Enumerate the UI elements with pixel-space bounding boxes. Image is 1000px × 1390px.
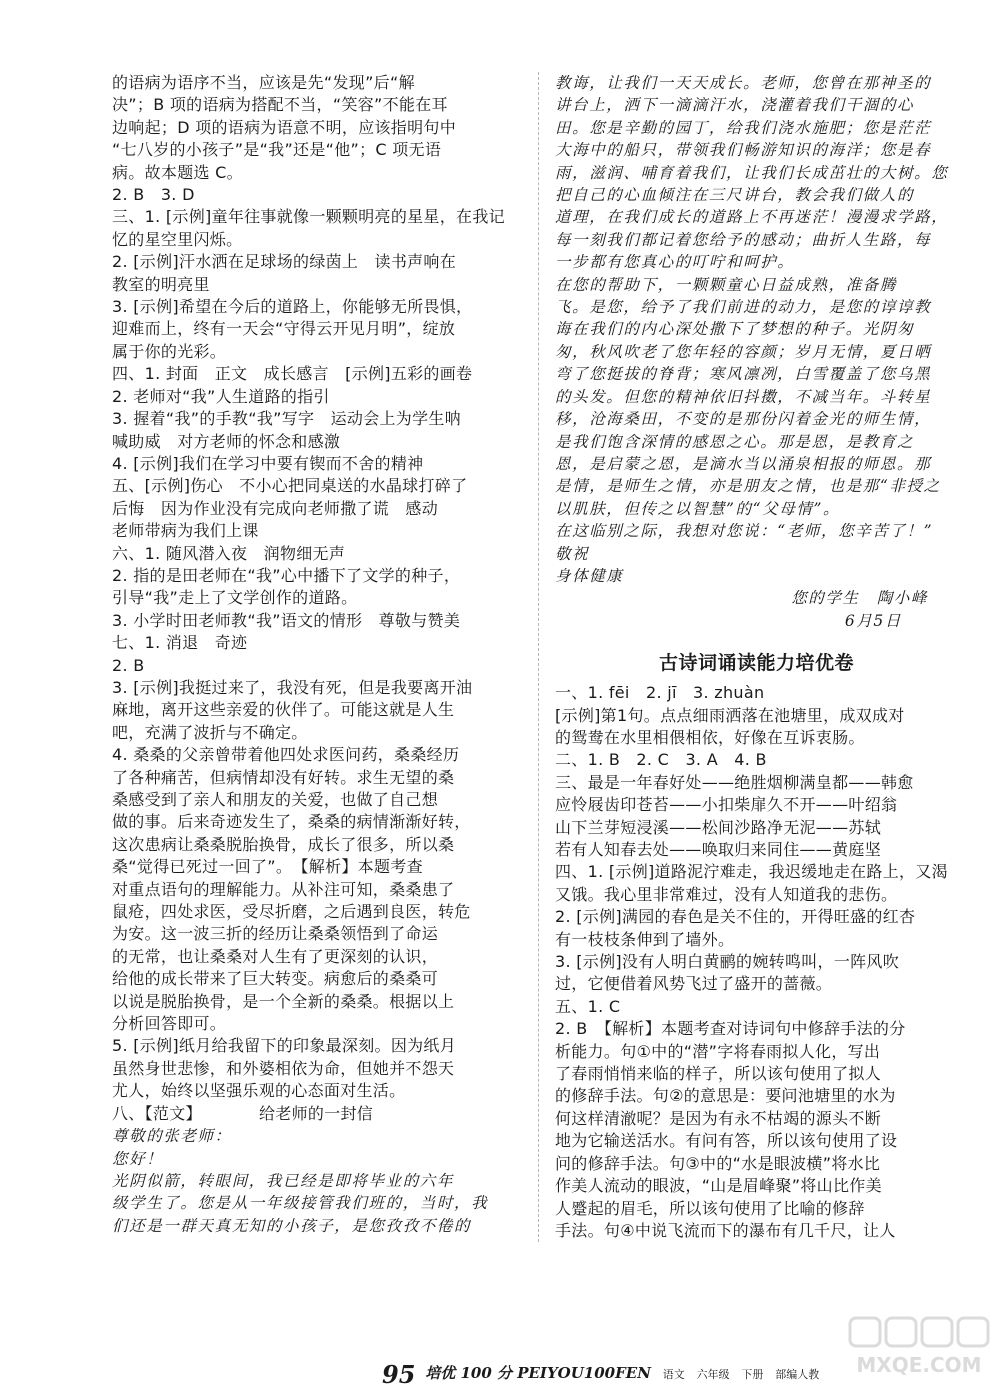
letter-line: 是情，是师生之情，亦是朋友之情，也是那“非授之	[555, 477, 941, 496]
letter-line: 在这临别之际，我想对您说：“老师，您辛苦了！”	[555, 522, 934, 541]
answer-line: 3. [示例]我挺过来了，我没有死，但是我要离开油	[112, 677, 473, 697]
answer-line: 对重点语句的理解能力。从补注可知，桑桑患了	[112, 879, 455, 899]
letter-line: 匆，秋风吹老了您年轻的容颜；岁月无情，夏日晒	[555, 342, 932, 361]
letter-line: 道理，在我们成长的道路上不再迷茫！漫漫求学路，	[555, 208, 949, 227]
answer-line: 做的事。后来奇迹发生了，桑桑的病情渐渐好转，	[112, 812, 471, 832]
letter-line: 在您的帮助下，一颗颗童心日益成熟，准备腾	[555, 275, 898, 294]
answer-line: 的无常，也让桑桑对人生有了更深刻的认识，	[112, 946, 439, 966]
answer-line: 八、【范文】 给老师的一封信	[112, 1103, 374, 1123]
answer-line: 桑“觉得已死过一回了”。 【解析】本题考查	[112, 857, 423, 877]
answer-line: 的语病为语序不当，应该是先“发现”后“解	[112, 73, 415, 92]
answer-line: 后悔 因为作业没有完成向老师撒了谎 感动	[112, 498, 439, 518]
answer-line: 六、1. 随风潜入夜 润物细无声	[112, 543, 346, 563]
letter-line: 把自己的心血倾注在三尺讲台，教会我们做人的	[555, 186, 915, 205]
answer-line: 应怜屐齿印苍苔——小扣柴扉久不开——叶绍翁	[555, 795, 898, 815]
answer-line: 过，它便借着风势飞过了盛开的蔷薇。	[555, 974, 833, 994]
answer-line: 4. 桑桑的父亲曾带着他四处求医问药，桑桑经历	[112, 745, 460, 765]
letter-line: 身体健康	[555, 566, 624, 585]
letter-line: 您好！	[112, 1149, 164, 1168]
answer-line: 3. 小学时田老师教“我”语文的情形 尊敬与赞美	[112, 610, 461, 630]
letter-line: 以肌肤，但传之以智慧”的“父母情”。	[555, 499, 841, 518]
brand-name: 培优 100 分 PEIYOU100FEN	[425, 1364, 651, 1382]
answer-line: 这次患病让桑桑脱胎换骨，成长了很多，所以桑	[112, 834, 455, 854]
answer-line: 2. B 3. D	[112, 185, 195, 205]
letter-line: 恩，是启蒙之恩，是滴水当以涌泉相报的师恩。那	[555, 454, 932, 473]
letter-line: 移，沧海桑田，不变的是那份闪着金光的师生情，	[555, 410, 932, 429]
answer-line: 属于你的光彩。	[112, 341, 227, 361]
letter-line: 弯了您挺拔的脊背；寒风凛冽，白雪覆盖了您乌黑	[555, 365, 932, 384]
footer-subject: 语文	[662, 1368, 685, 1381]
letter-line: 雨，滋润、哺育着我们，让我们长成茁壮的大树。您	[555, 163, 949, 182]
answer-line: 的鸳鸯在水里相偎相依，好像在互诉衷肠。	[555, 727, 865, 747]
letter-line: 讲台上，洒下一滴滴汗水，浇灌着我们干涸的心	[555, 96, 915, 115]
answer-line: 又饿。我心里非常难过，没有人知道我的悲伤。	[555, 884, 898, 904]
answer-line: 引导“我”走上了文学创作的道路。	[112, 588, 358, 608]
answer-line: 桑感受到了亲人和朋友的关爱，也做了自己想	[112, 790, 439, 809]
letter-signature: 您的学生 陶小峰	[791, 589, 928, 608]
answer-line: 的修辞手法。句②的意思是：要问池塘里的水为	[555, 1086, 896, 1106]
watermark-logo-icon	[844, 1314, 994, 1384]
answer-line: 一、1. fēi 2. jī 3. zhuàn	[555, 683, 765, 703]
letter-line: 飞。是您，给予了我们前进的动力，是您的谆谆教	[555, 298, 932, 317]
footer-volume: 下册	[741, 1368, 764, 1381]
answer-line: 3. [示例]希望在今后的道路上，你能够无所畏惧，	[112, 297, 473, 317]
letter-line: 敬祝	[555, 544, 590, 563]
letter-line: 的头发。但您的精神依旧抖擞，不减当年。斗转星	[555, 387, 932, 406]
answer-line: 手法。句④中说飞流而下的瀑布有几千尺，让人	[555, 1220, 896, 1240]
answer-line: 3. [示例]没有人明白黄鹂的婉转鸣叫，一阵风吹	[555, 952, 900, 972]
answer-line: 喊助威 对方老师的怀念和感激	[112, 431, 341, 451]
letter-line: 是我们饱含深情的感恩之心。那是恩，是教育之	[555, 432, 915, 451]
svg-text:MXQE.COM: MXQE.COM	[856, 1353, 982, 1377]
answer-line: 山下兰芽短浸溪——松间沙路净无泥——苏轼	[555, 817, 882, 837]
letter-line: 诲在我们的内心深处撒下了梦想的种子。光阴匆	[555, 320, 915, 339]
answer-line: 人蹙起的眉毛，所以该句使用了比喻的修辞	[555, 1198, 865, 1218]
answer-line: 2. 老师对“我”人生道路的指引	[112, 386, 330, 406]
answer-line: 了春雨悄悄来临的样子，所以该句使用了拟人	[555, 1064, 882, 1084]
answer-line: 何这样清澈呢？是因为有永不枯竭的源头不断	[555, 1108, 882, 1128]
answer-line: 二、1. B 2. C 3. A 4. B	[555, 750, 767, 770]
page-footer	[382, 1359, 827, 1389]
letter-line: 一步都有您真心的叮咛和呵护。	[555, 253, 795, 272]
answer-line: 有一枝枝条伸到了墙外。	[555, 929, 735, 949]
letter-line: 大海中的船只，带领我们畅游知识的海洋；您是春	[555, 141, 932, 160]
answer-line: 教室的明亮里	[112, 274, 210, 294]
answer-line: 三、最是一年春好处——绝胜烟柳满皇都——韩愈	[555, 772, 914, 792]
letter-date: 6月5日	[844, 611, 902, 630]
letter-line: 教诲，让我们一天天成长。老师，您曾在那神圣的	[555, 74, 932, 92]
answer-line: 给他的成长带来了巨大转变。病愈后的桑桑可	[112, 969, 439, 989]
answer-line: 忆的星空里闪烁。	[112, 229, 243, 249]
answer-line: 5. [示例]纸月给我留下的印象最深刻。因为纸月	[112, 1036, 457, 1056]
answer-line: 四、1. [示例]道路泥泞难走，我迟缓地走在路上，又渴	[555, 862, 948, 882]
answer-line: 作美人流动的眼波，“山是眉峰聚”将山比作美	[555, 1176, 882, 1196]
answer-line: 迎难而上，终有一天会“守得云开见月明”，绽放	[112, 319, 456, 339]
answer-line: 2. 指的是田老师在“我”心中播下了文学的种子，	[112, 565, 461, 585]
answer-line: 问的修辞手法。句③中的“水是眼波横”将水比	[555, 1153, 881, 1173]
answer-line: 病。故本题选 C。	[112, 162, 243, 182]
answer-line: 2. [示例]满园的春色是关不住的，开得旺盛的红杏	[555, 907, 916, 927]
answer-line: 若有人知春去处——唤取归来同住——黄庭坚	[555, 840, 882, 859]
answer-line: 五、[示例]伤心 不小心把同桌送的水晶球打碎了	[112, 476, 468, 496]
answer-line: 2. [示例]汗水洒在足球场的绿茵上 读书声响在	[112, 252, 457, 272]
answer-line: 3. 握着“我”的手教“我”写字 运动会上为学生呐	[112, 409, 462, 429]
answer-line: 尤人，始终以坚强乐观的心态面对生活。	[112, 1081, 406, 1101]
section-title: 古诗词诵读能力培优卷	[658, 652, 854, 675]
answer-line: 边响起；D 项的语病为语意不明，应该指明句中	[112, 117, 457, 137]
letter-line: 级学生了。您是从一年级接管我们班的，当时，我	[112, 1194, 489, 1213]
answer-line: “七八岁的小孩子”是“我”还是“他”；C 项无语	[112, 140, 442, 160]
answer-line: 析能力。句①中的“潜”字将春雨拟人化，写出	[555, 1041, 881, 1061]
answer-line: 吧，充满了波折与不确定。	[112, 722, 308, 742]
letter-line: 光阴似箭，转眼间，我已经是即将毕业的六年	[112, 1171, 455, 1190]
answer-line: 老师带病为我们上课	[112, 521, 259, 541]
page-number: 95	[382, 1359, 416, 1389]
answer-line: 麻地，离开这些亲爱的伙伴了。可能这就是人生	[112, 700, 455, 720]
right-column	[538, 72, 958, 1242]
answer-line: 地为它输送活水。有问有答，所以该句使用了设	[555, 1131, 898, 1151]
answer-line: 了各种痛苦，但病情却没有好转。求生无望的桑	[112, 767, 455, 787]
answer-line: 四、1. 封面 正文 成长感言 [示例]五彩的画卷	[112, 364, 473, 384]
answer-line: 分析回答即可。	[112, 1014, 227, 1034]
answer-line: [示例]第1句。点点细雨洒落在池塘里，成双成对	[555, 705, 905, 725]
answer-line: 五、1. C	[555, 996, 621, 1016]
answer-line: 2. B	[112, 655, 145, 675]
answer-line: 以说是脱胎换骨，是一个全新的桑桑。根据以上	[112, 991, 455, 1011]
answer-line: 为安。这一波三折的经历让桑桑领悟到了命运	[112, 924, 439, 944]
letter-line: 尊敬的张老师：	[112, 1127, 232, 1146]
letter-line: 们还是一群天真无知的小孩子，是您孜孜不倦的	[112, 1216, 472, 1235]
left-column	[112, 72, 510, 1237]
footer-edition: 部编人教	[775, 1368, 820, 1381]
footer-grade: 六年级	[696, 1368, 730, 1381]
answer-line: 2. B 【解析】本题考查对诗词句中修辞手法的分	[555, 1019, 906, 1039]
answer-line: 虽然身世悲惨，和外婆相依为命，但她并不怨天	[112, 1058, 455, 1078]
answer-line: 鼠疮，四处求医，受尽折磨，之后遇到良医，转危	[112, 902, 471, 922]
answer-line: 决”；B 项的语病为搭配不当，“笑容”不能在耳	[112, 95, 448, 115]
answer-line: 三、1. [示例]童年往事就像一颗颗明亮的星星，在我记	[112, 207, 505, 227]
answer-line: 七、1. 消退 奇迹	[112, 633, 248, 653]
answer-line: 4. [示例]我们在学习中要有锲而不舍的精神	[112, 453, 424, 473]
letter-line: 田。您是辛勤的园丁，给我们浇水施肥；您是茫茫	[555, 118, 932, 137]
letter-line: 每一刻我们都记着您给予的感动；曲折人生路，每	[555, 230, 932, 249]
